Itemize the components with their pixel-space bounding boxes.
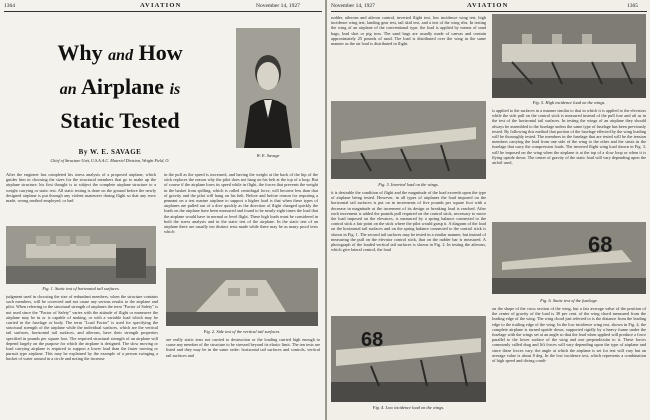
bottom-column-2: are really static tests not carried to destruction or the loading carried high enough to cause any member of the structure to be stressed beyond its elastic limit. The ten tests are listed and they may be in the same order: horizontal tail surfaces and controls, vertical tail surfaces and (166, 337, 320, 358)
right-bottom-col: on the shape of the cross section of the wing, but a fair average value of the position of the center of gravity of the load is 30 per cent. of the wing chord measured from the leading edge of the wing. The wing chord just referred to is the distance from the leading edge to the trailing edge of the wing. In the low incidence wing test, shown in Fig. 4, the complete airplane is turned upside down, supported rigidly by a heavy frame under the fuselage with the wings set at an angle so that the load when applied will produce a force parallel to the lower surface of the wing and one perpendicular to it. These forces commonly called drag and lift forces will vary depending upon the type of airplane and since these forces vary, the angle at which the airplane is set for test will vary but an average value is about 8 deg. In the low incidence test, which represents a combination of high speed and diving condi- (492, 306, 646, 364)
right-col2-text: is applied to the surfaces in a manner similar to that in which it is applied to the elevators while the side pull on the control stick is measured instead of the pull fore and aft as in the test of the horizontal tail surfaces. In testing the wings of an airplane they should always be assembled to the fuselage unless the same type of fuselage has been previously tested. By following this method that portion of the fuselage effected by the wing loading will be thoroughly tested. The members in the fuselage that are tested will be the tension members carrying the load from one side of the wing to the other and the struts in the fuselage that carry the compression loads. The inverted flight wing load shown in Fig. 3, will be imposed on the wing when the airplane is at the top of a slow loop or when it is flying upside down. The center of gravity of the static load will vary depending upon the airfoil used, (492, 108, 646, 166)
figure-3-photo (331, 101, 486, 179)
column2-paragraph: in the pull as the speed is increased, and having the weight at the back of the hip of the stick replaces the reason why the pilot does not hang on his belt at the top of a loop. But of course if the airplane loses its speed while in flight, the forces that prevents the weight in the basket from spilling, which is called centrifugal force, will become less than that of gravity and the pilot will hang on his belt. Before and before reason for requiring a pennant on a test marine airplane to support a higher load is that when these types of airplanes are pulled out of a dive quickly as the direction of flight changed quickly the loads on the airplane have been measured and found to be nearly eight times the load that the airplane would have in normal or level flight. These high loads must be considered in both the stress analysis and in the static test of the airplane. In the static test of an airplane there are usually ten distinct tests made while there may be as many proof tests which (164, 172, 318, 235)
left-date: November 14, 1927 (256, 3, 300, 9)
figure-4-caption: Fig. 4. Low incidence load on the wings. (372, 405, 445, 410)
left-running-head: AVIATION (140, 2, 182, 9)
article-title-line2: an Airplane is (59, 74, 181, 99)
right-header-rule (331, 11, 647, 12)
figure-1-caption: Fig. 1. Static test of horizontal tail surfaces. (42, 286, 120, 291)
left-page-number: 1364 (4, 3, 15, 9)
right-mid-col1: it is desirable the condition of flight and the magnitude of the load exceeds upon the type of airplane being tested. However, in all types of airplanes the load imposed on the horizontal tail surfaces is put on in increments of five pounds per square foot with a decrease in magnitude at the increment of its design or breaking load is reached. After each increment is added the pounds pull required on the control stick, necessary to move the load imposed on the elevators, is measured by a spring balance connected to the control stick a fair point on the stick where the pilot would grasp it. A diagram of the load on the horizontal tail surfaces and on the spring balance connected to the control stick is shown in Fig. 1. The second tail surfaces may be tested in a similar manner, but instead of measuring the pull on the elevator control stick, that on the rudder bar is measured. A photograph of the loaded vertical tail surfaces is shown in Fig. 2. In testing the ailerons, which give lateral control, the load (331, 190, 486, 253)
article-title-line1: Why and How (57, 40, 183, 65)
header-rule (4, 11, 322, 12)
bottom-column-1: judgment used in choosing the size of redundant members, when the structure contains such members, will be corrected and not cause any serious results to the airplane and pilot. When referring to the structural strength of airplanes the term "Factor of Safety" is not used since the "Factor of Safety" varies with the attitude of flight or maneuver the airplane may be in or is capable of making, or with a variable load which may be carried in the fuselage or body. The term "Load Factor" is used for specifying the structural strength of the airplane while the individual surfaces, which are the vertical tail surfaces, horizontal tail surfaces, and ailerons, have their strength properties specified in pounds per square foot. The required structural strength of an airplane will depend largely on the purpose for which the airplane is designed. The slow moving or load carrying airplane is required to support a lower load than the faster moving or pursuit type airplane. This may be explained by the example of a person swinging a bucket of water around in a circle and noting the increase (6, 294, 158, 362)
svg-text:68: 68 (588, 232, 613, 257)
figure-5-caption: Fig. 5. High incidence load on the wings. (532, 100, 606, 105)
figure-5-photo (492, 14, 646, 98)
intro-paragraph: After the engineer has completed his stress analysis of a proposed airplane, which guides him in choosing the sizes for the structural members that go to make up the airplane structure, his first thought is to subject the complete airplane structure to a weight carrying or static test. All static testing is done on the ground before the newly designed airplane is put through any violent maneuver during flight so that any error made, wrong method employed, or bad (6, 172, 156, 204)
article-title-line3: Static Tested (60, 108, 180, 133)
fig6-image (492, 222, 646, 294)
right-page (327, 0, 650, 420)
fig4-image (331, 316, 486, 402)
svg-text:68: 68 (361, 329, 384, 351)
figure-2-photo (166, 268, 318, 326)
byline: By W. E. SAVAGE (78, 148, 142, 156)
figure-1-photo (6, 226, 156, 284)
right-col1-text: rudder, ailerons and aileron control, inverted flight test, low incidence wing test, high incidence wing test, landing gear test, tail skid test, and a test of the wing ribs. In testing the wing of an airplane of the conventional type, the load is applied by means of sand bags, lead shot or pig iron. The sand bags are usually made of canvas and contain approximately 25 pounds of sand. The load is distributed over the wing in the same manner as the air load is distributed in flight. (331, 15, 486, 47)
fig2-image (166, 268, 318, 326)
fig5-image (492, 14, 646, 98)
figure-4-photo (331, 316, 486, 402)
right-date: November 14, 1927 (331, 3, 375, 9)
portrait-caption: W. E. Savage (256, 153, 280, 158)
author-affiliation: Chief of Structure Unit, U.S.A.A.C. Materiel Division, Wright Field, O. (50, 158, 170, 163)
right-running-head: AVIATION (467, 2, 509, 9)
right-page-number: 1365 (627, 3, 638, 9)
figure-2-caption: Fig. 2. Side test of the vertical tail surfaces. (203, 329, 281, 334)
author-portrait (236, 28, 300, 148)
fig1-image (6, 226, 156, 284)
figure-6-caption: Fig. 6. Static test of the fuselage. (540, 298, 598, 303)
portrait-image (236, 28, 300, 148)
fig3-image (331, 101, 486, 179)
figure-6-photo (492, 222, 646, 294)
figure-3-caption: Fig. 3. Inverted load on the wings. (378, 182, 439, 187)
